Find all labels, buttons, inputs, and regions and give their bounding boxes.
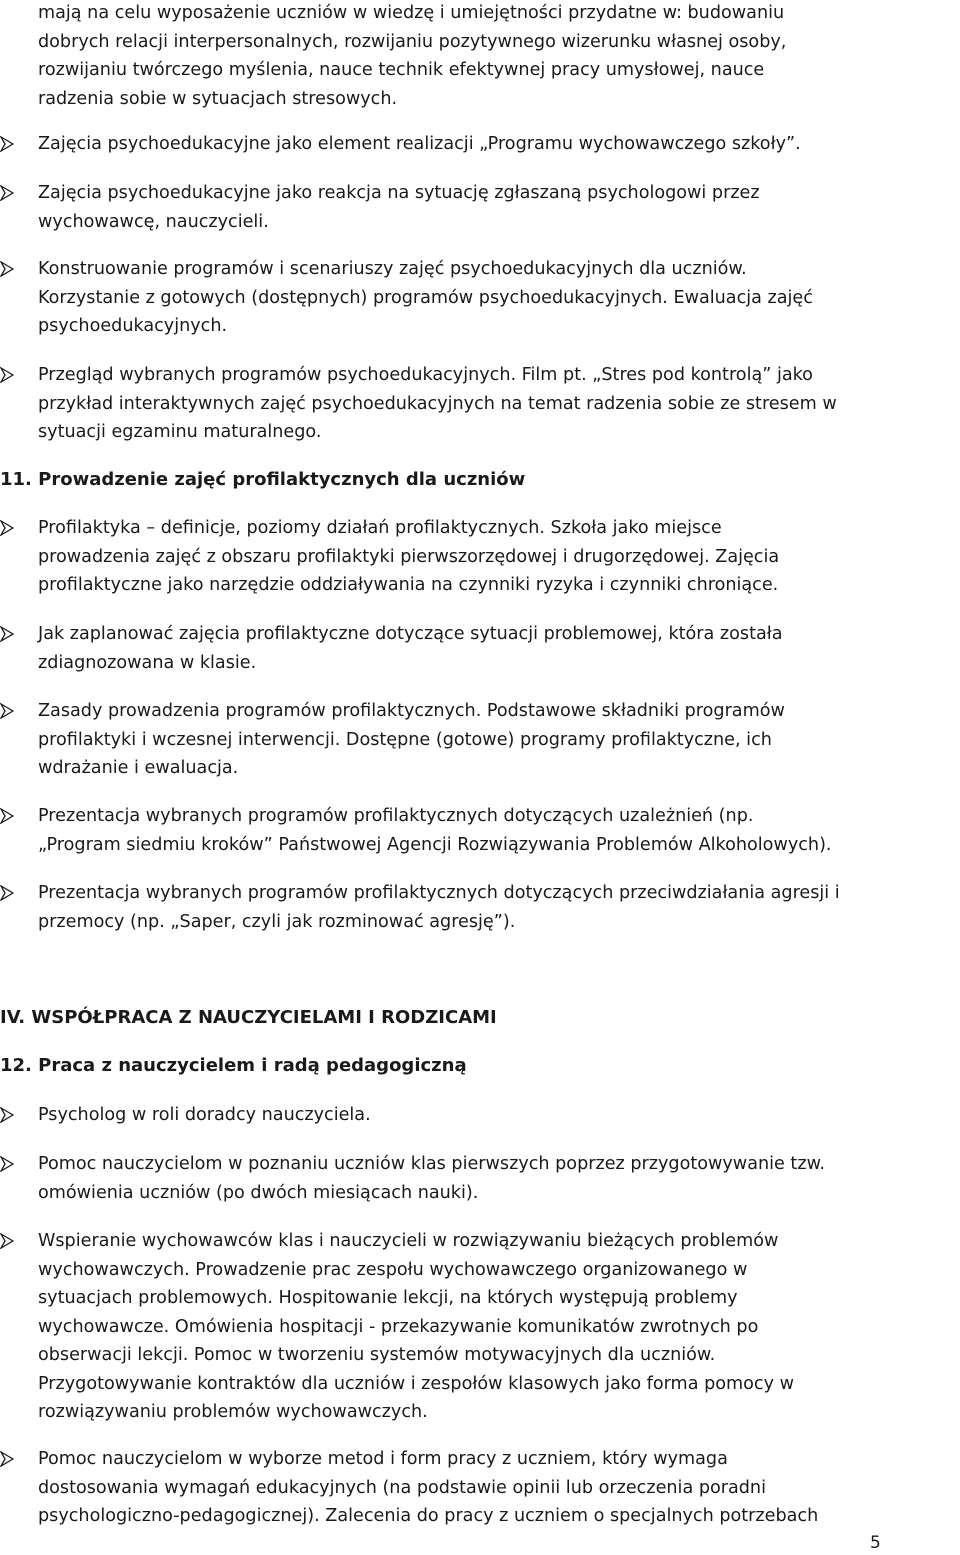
section-heading-12: 12. Praca z nauczycielem i radą pedagogiczną	[0, 1055, 467, 1076]
list-item-text: Profilaktyka – definicje, poziomy działań profilaktycznych. Szkoła jako miejsce prowadzenia zajęć z obszaru profilaktyki pierwszorzędowej i drugorzędowej. Zajęcia profilaktyczne jako narzędzie oddziaływania na czynniki ryzyka i czynniki chroniące.	[38, 518, 780, 595]
intro-paragraph: mają na celu wyposażenie uczniów w wiedzę i umiejętności przydatne w: budowaniu dobrych relacji interpersonalnych, rozwijaniu pozytywnego wizerunku własnej osoby, rozwijaniu twórczego myślenia, nauce technik efektywnej pracy umysłowej, nauce radzenia sobie w sytuacjach stresowych.	[38, 3, 787, 109]
arrowhead-bullet-icon	[0, 626, 14, 642]
arrowhead-bullet-icon	[0, 520, 14, 536]
arrowhead-bullet-icon	[0, 261, 14, 277]
list-item-text: Konstruowanie programów i scenariuszy zajęć psychoedukacyjnych dla uczniów. Korzystanie z gotowych (dostępnych) programów psychoedukacyjnych. Ewaluacja zajęć psychoedukacyjnych.	[38, 259, 813, 336]
section-heading-11: 11. Prowadzenie zajęć profilaktycznych dla uczniów	[0, 469, 526, 490]
list-item-text: Pomoc nauczycielom w poznaniu uczniów klas pierwszych poprzez przygotowywanie tzw. omówienia uczniów (po dwóch miesiącach nauki).	[38, 1154, 825, 1203]
list-item-text: Zajęcia psychoedukacyjne jako element realizacji „Programu wychowawczego szkoły”.	[38, 134, 801, 154]
arrowhead-bullet-icon	[0, 1233, 14, 1249]
page-number: 5	[870, 1533, 881, 1553]
arrowhead-bullet-icon	[0, 1107, 14, 1123]
arrowhead-bullet-icon	[0, 1156, 14, 1172]
list-item-text: Psycholog w roli doradcy nauczyciela.	[38, 1105, 371, 1125]
list-item-text: Zajęcia psychoedukacyjne jako reakcja na sytuację zgłaszaną psychologowi przez wychowawcę, nauczycieli.	[38, 183, 760, 232]
list-item-text: Prezentacja wybranych programów profilaktycznych dotyczących uzależnień (np. „Program siedmiu kroków” Państwowej Agencji Rozwiązywania Problemów Alkoholowych).	[38, 806, 832, 855]
arrowhead-bullet-icon	[0, 1451, 14, 1467]
list-item-text: Wspieranie wychowawców klas i nauczycieli w rozwiązywaniu bieżących problemów wychowawczych. Prowadzenie prac zespołu wychowawczego organizowanego w sytuacjach problemowych. Hospitowanie lekcji, na których występują problemy wychowawcze. Omówienia hospitacji - przekazywanie komunikatów zwrotnych po obserwacji lekcji. Pomoc w tworzeniu systemów motywacyjnych dla uczniów. Przygotowywanie kontraktów dla uczniów i zespołów klasowych jako forma pomocy w rozwiązywaniu problemów wychowawczych.	[38, 1231, 794, 1422]
arrowhead-bullet-icon	[0, 136, 14, 152]
arrowhead-bullet-icon	[0, 808, 14, 824]
list-item-text: Zasady prowadzenia programów profilaktycznych. Podstawowe składniki programów profilaktyki i wczesnej interwencji. Dostępne (gotowe) programy profilaktyczne, ich wdrażanie i ewaluacja.	[38, 701, 785, 778]
chapter-heading-iv: IV. WSPÓŁPRACA Z NAUCZYCIELAMI I RODZICAMI	[0, 1007, 497, 1028]
list-item-text: Prezentacja wybranych programów profilaktycznych dotyczących przeciwdziałania agresji i przemocy (np. „Saper, czyli jak rozminować agresję”).	[38, 883, 840, 932]
list-item-text: Jak zaplanować zajęcia profilaktyczne dotyczące sytuacji problemowej, która została zdiagnozowana w klasie.	[38, 624, 783, 673]
list-item-text: Przegląd wybranych programów psychoedukacyjnych. Film pt. „Stres pod kontrolą” jako przykład interaktywnych zajęć psychoedukacyjnych na temat radzenia sobie ze stresem w sytuacji egzaminu maturalnego.	[38, 365, 837, 442]
arrowhead-bullet-icon	[0, 367, 14, 383]
list-item-text: Pomoc nauczycielom w wyborze metod i form pracy z uczniem, który wymaga dostosowania wymagań edukacyjnych (na podstawie opinii lub orzeczenia poradni psychologiczno-pedagogicznej). Zalecenia do pracy z uczniem o specjalnych potrzebach	[38, 1449, 819, 1526]
arrowhead-bullet-icon	[0, 885, 14, 901]
arrowhead-bullet-icon	[0, 703, 14, 719]
arrowhead-bullet-icon	[0, 185, 14, 201]
